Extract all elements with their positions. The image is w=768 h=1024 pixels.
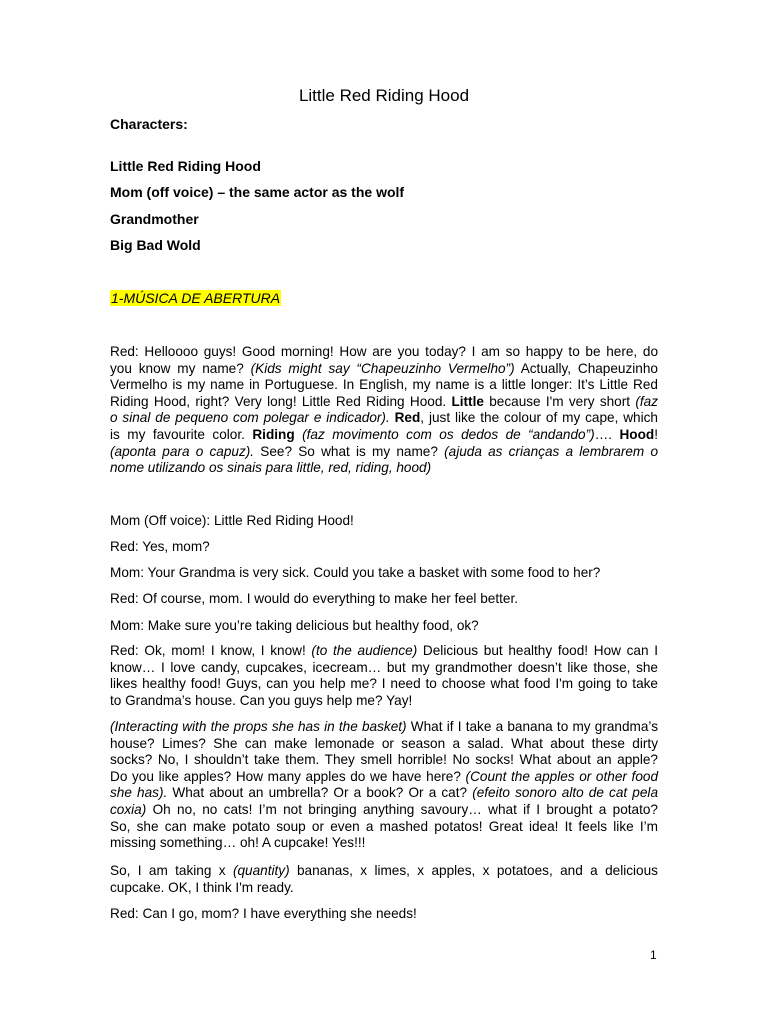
dialogue-line: Mom (Off voice): Little Red Riding Hood!	[110, 513, 354, 528]
dialogue-line: Red: Can I go, mom? I have everything she needs!	[110, 906, 417, 921]
page-number: 1	[650, 948, 657, 962]
dialogue-line: Red: Of course, mom. I would do everything to make her feel better.	[110, 591, 519, 606]
character-item: Grandmother	[110, 211, 199, 227]
document-title: Little Red Riding Hood	[298, 86, 470, 105]
intro-paragraph: Red: Helloooo guys! Good morning! How are you today? I am so happy to be here, do you know my name? (Kids might say “Chapeuzinho Vermelho”) Actually, Chapeuzinho Vermelho is my name in Portuguese. In English, my name is a little longer: It’s Little Red Riding Hood, right? Very long! Little Red Riding Hood. Little because I'm very short (faz o sinal de pequeno com polegar e indicador). Red, just like the colour of my cape, which is my favourite color. Riding (faz movimento com os dedos de “andando”)…. Hood! (aponta para o capuz). See? So what is my name? (ajuda as crianças a lembrarem o nome utilizando os sinais para little, red, riding, hood)	[110, 344, 659, 476]
props-paragraph: (Interacting with the props she has in the basket) What if I take a banana to my grandma’s house? Limes? She can make lemonade or season a salad. What about these dirty socks? No, I shouldn’t take them. They smell horrible! No socks! What about an apple? Do you like apples? How many apples do we have here? (Count the apples or other food she has). What about an umbrella? Or a book? Or a cat? (efeito sonoro alto de cat pela coxia) Oh no, no cats! I’m not bringing anything savoury… what if I brought a potato? So, she can make potato soup or even a mashed potatos! Great idea! It feels like I’m missing something… oh! A cupcake! Yes!!!	[110, 719, 659, 851]
characters-heading: Characters:	[110, 116, 188, 132]
character-item: Little Red Riding Hood	[110, 158, 261, 174]
food-paragraph: Red: Ok, mom! I know, I know! (to the audience) Delicious but healthy food! How can I know… I love candy, cupcakes, icecream… but my grandmother doesn’t like those, she likes healthy food! Guys, can you help me? I need to choose what food I'm going to take to Grandma’s house. Can you guys help me? Yay!	[110, 643, 658, 708]
dialogue-line: Mom: Make sure you’re taking delicious but healthy food, ok?	[110, 618, 479, 633]
song-heading: 1-MÚSICA DE ABERTURA	[111, 290, 281, 306]
character-item: Mom (off voice) – the same actor as the wolf	[110, 184, 405, 200]
character-item: Big Bad Wold	[110, 237, 201, 253]
dialogue-line: Mom: Your Grandma is very sick. Could you take a basket with some food to her?	[110, 565, 601, 580]
dialogue-line: Red: Yes, mom?	[110, 539, 210, 554]
summary-paragraph: So, I am taking x (quantity) bananas, x limes, x apples, x potatoes, and a delicious cupcake. OK, I think I'm ready.	[110, 863, 658, 895]
